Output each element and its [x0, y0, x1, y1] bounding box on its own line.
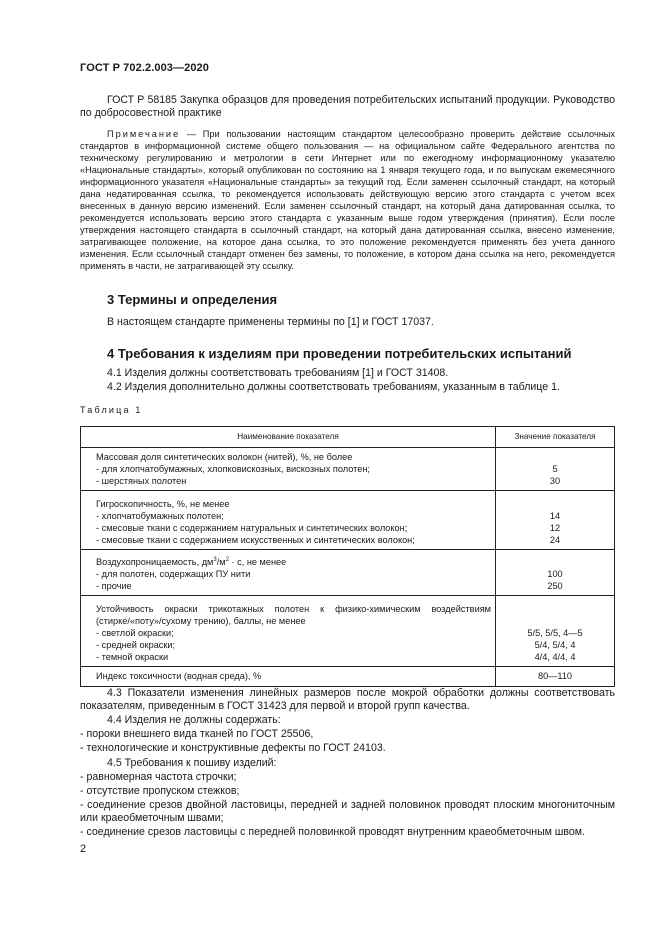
- column-header-indicator: Наименование показателя: [81, 427, 496, 448]
- indicator-subitem: - шерстяных полотен: [96, 476, 187, 486]
- indicator-cell: [81, 448, 496, 491]
- indicator-subitem: - темной окраски: [96, 652, 169, 662]
- list-item: - пороки внешнего вида тканей по ГОСТ 25506,: [80, 728, 314, 740]
- table-row: [81, 667, 615, 687]
- value-cell: [496, 596, 615, 667]
- value-cell: [496, 667, 615, 687]
- clause-4-4-title: 4.4 Изделия не должны содержать:: [107, 714, 281, 726]
- table-row: [81, 550, 615, 596]
- indicator-value: 80—110: [537, 671, 573, 681]
- table-header-row: [81, 427, 615, 448]
- table-row: [81, 448, 615, 491]
- column-header-value: Значение показателя: [496, 427, 615, 448]
- value-cell: [496, 491, 615, 550]
- indicator-value: 100: [547, 569, 563, 579]
- list-item: - равномерная частота строчки;: [80, 771, 237, 783]
- page-number: 2: [80, 843, 87, 855]
- indicator-name: Воздухопроницаемость, $дм^3/м^2 \cdot с$, не менее: [96, 556, 287, 567]
- clause-4-5-title: 4.5 Требования к пошиву изделий:: [107, 757, 277, 769]
- reference-gost-58185: ГОСТ Р 58185 Закупка образцов для проведения потребительских испытаний продукции. Руководство по добросовестной практике: [80, 94, 615, 119]
- indicator-name: Массовая доля синтетических волокон (нитей), %, не более: [96, 452, 353, 462]
- list-item: - отсутствие пропуском стежков;: [80, 785, 240, 797]
- indicator-subitem: - средней окраски;: [96, 640, 176, 650]
- indicator-value: 4/4, 4/4, 4: [534, 652, 576, 662]
- indicator-cell: [81, 491, 496, 550]
- document-header-code: ГОСТ Р 702.2.003—2020: [80, 62, 209, 74]
- indicator-value: 250: [547, 581, 563, 591]
- note-label: Примечание: [107, 129, 181, 139]
- table-caption: Таблица 1: [80, 405, 143, 415]
- section-3-title: 3 Термины и определения: [107, 292, 278, 307]
- indicator-subitem: - хлопчатобумажных полотен;: [96, 511, 224, 521]
- table-row: [81, 596, 615, 667]
- indicator-subitem: - для хлопчатобумажных, хлопковискозных, вискозных полотен;: [96, 464, 370, 474]
- indicator-value: 5/4, 5/4, 4: [534, 640, 576, 650]
- indicator-value: 14: [549, 511, 561, 521]
- section-3-text: В настоящем стандарте применены термины по [1] и ГОСТ 17037.: [107, 316, 434, 328]
- indicator-subitem: - смесовые ткани с содержанием искусственных и синтетических волокон;: [96, 535, 415, 545]
- indicator-cell: [81, 550, 496, 596]
- indicator-name: Устойчивость окраски трикотажных полотен к физико-химическим воздействиям (стирке/«поту»/сухому трению), баллы, не менее: [96, 604, 491, 626]
- indicator-subitem: - для полотен, содержащих ПУ нити: [96, 569, 251, 579]
- clause-4-3: 4.3 Показатели изменения линейных размеров после мокрой обработки должны соответствовать показателям, приведенным в ГОСТ 31423 для первой и второй групп качества.: [80, 687, 615, 712]
- list-item: - соединение срезов двойной ластовицы, передней и задней половинок проводят плоским многониточным или краеобметочным швами;: [80, 799, 615, 824]
- indicator-value: 5: [552, 464, 558, 474]
- indicator-subitem: - смесовые ткани с содержанием натуральных и синтетических волокон;: [96, 523, 408, 533]
- list-item: - соединение срезов ластовицы с передней половинкой проводят внутренним краеобметочным швом.: [80, 826, 586, 838]
- value-cell: [496, 550, 615, 596]
- indicator-value: 30: [549, 476, 561, 486]
- section-4-title: 4 Требования к изделиям при проведении потребительских испытаний: [107, 346, 572, 361]
- clause-4-2: 4.2 Изделия дополнительно должны соответствовать требованиям, указанным в таблице 1.: [107, 381, 560, 393]
- indicator-value: 5/5, 5/5, 4—5: [527, 628, 583, 638]
- requirements-table: [80, 426, 615, 687]
- indicator-name: Гигроскопичность, %, не менее: [96, 499, 230, 509]
- value-cell: [496, 448, 615, 491]
- clause-4-1: 4.1 Изделия должны соответствовать требованиям [1] и ГОСТ 31408.: [107, 367, 449, 379]
- indicator-subitem: - прочие: [96, 581, 132, 591]
- indicator-name: Индекс токсичности (водная среда), %: [96, 671, 262, 681]
- indicator-cell: [81, 596, 496, 667]
- note-text: — При пользовании настоящим стандартом целесообразно проверить действие ссылочных стандартов в информационной системе общего пользования — на официальном сайте Федерального агентства по техническому регулированию и метрологии в сети Интернет или по ежегодному информационному указателю «Национальные стандарты», который опубликован по состоянию на 1 января текущего года, и по выпускам ежемесячного информационного указателя «Национальные стандарты» за текущий год. Если заменен ссылочный стандарт, на который дана недатированная ссылка, то рекомендуется использовать действующую версию этого стандарта с учетом всех внесенных в данную версию изменений. Если заменен ссылочный стандарт, на который дана датированная ссылка, то рекомендуется использовать версию этого стандарта с указанным выше годом утверждения (принятия). Если после утверждения настоящего стандарта в ссылочный стандарт, на который дана датированная ссылка, внесено изменение, затрагивающее положение, на которое дана ссылка, то это положение рекомендуется применять без учета данного изменения. Если ссылочный стандарт отменен без замены, то положение, в котором дана ссылка на него, рекомендуется применять в части, не затрагивающей эту ссылку.: [80, 129, 615, 271]
- note-paragraph: [80, 128, 615, 272]
- list-item: - технологические и конструктивные дефекты по ГОСТ 24103.: [80, 742, 386, 754]
- indicator-subitem: - светлой окраски;: [96, 628, 174, 638]
- indicator-cell: [81, 667, 496, 687]
- table-row: [81, 491, 615, 550]
- indicator-value: 12: [549, 523, 561, 533]
- indicator-value: 24: [549, 535, 561, 545]
